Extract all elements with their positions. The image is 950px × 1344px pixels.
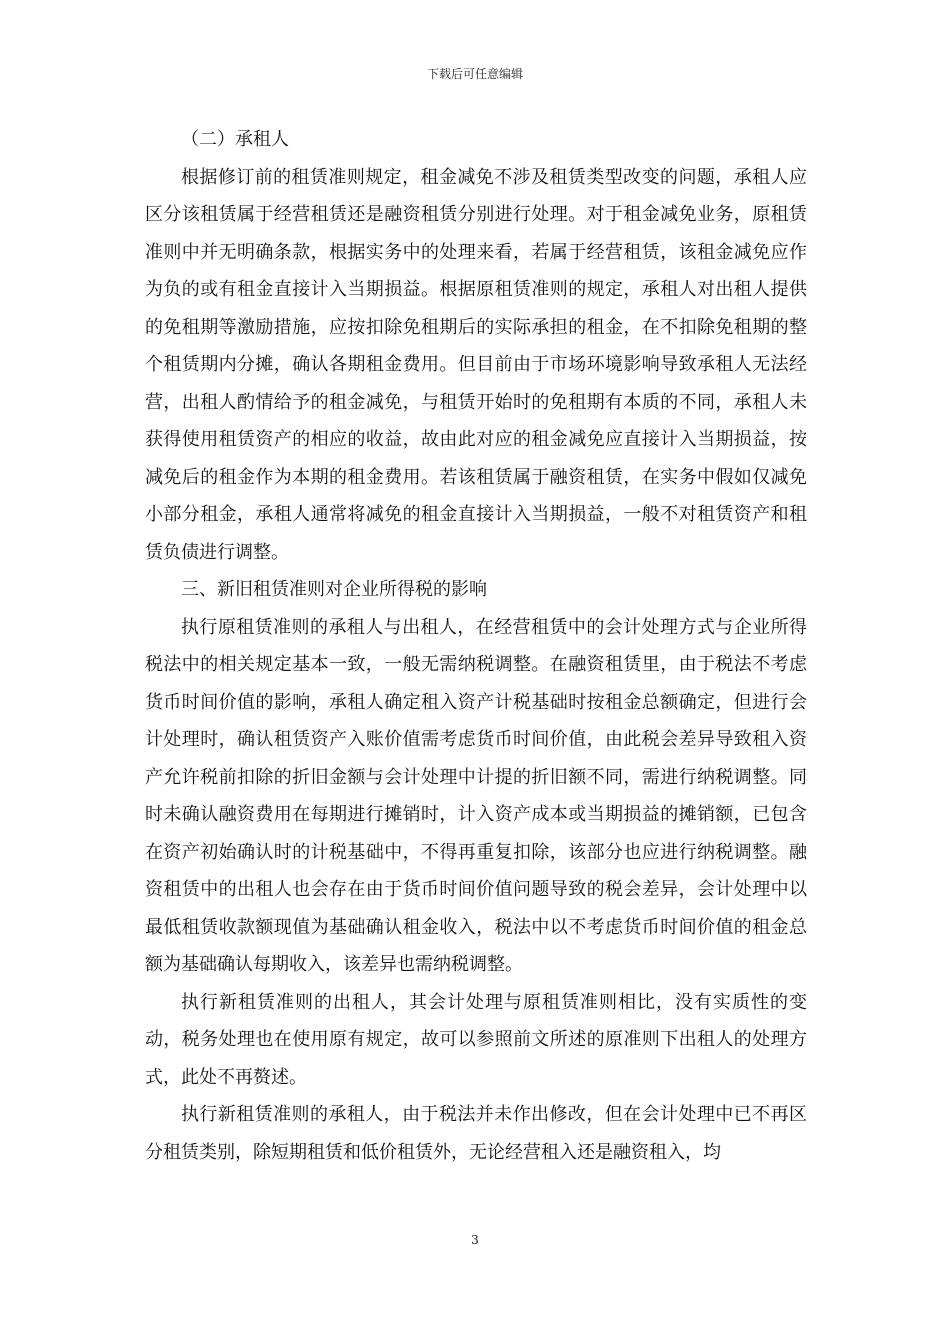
paragraph-old-standard-tax: 执行原租赁准则的承租人与出租人，在经营租赁中的会计处理方式与企业所得税法中的相关规定基本一致，一般无需纳税调整。在融资租赁里，由于税法不考虑货币时间价值的影响，承租人确定租入资产计税基础时按租金总额确定，但进行会计处理时，确认租赁资产入账价值需考虑货币时间价值，由此税会差异导致租入资产允许税前扣除的折旧金额与会计处理中计提的折旧额不同，需进行纳税调整。同时未确认融资费用在每期进行摊销时，计入资产成本或当期损益的摊销额，已包含在资产初始确认时的计税基础中，不得再重复扣除，该部分也应进行纳税调整。融资租赁中的出租人也会存在由于货币时间价值问题导致的税会差异，会计处理中以最低租赁收款额现值为基础确认租金收入，税法中以不考虑货币时间价值的租金总额为基础确认每期收入，该差异也需纳税调整。 bbox=[145, 616, 807, 975]
section-heading-income-tax-impact: 三、新旧租赁准则对企业所得税的影响 bbox=[181, 579, 487, 600]
paragraph-lessee-rent-reduction: 根据修订前的租赁准则规定，租金减免不涉及租赁类型改变的问题，承租人应区分该租赁属于经营租赁还是融资租赁分别进行处理。对于租金减免业务，原租赁准则中并无明确条款，根据实务中的处理来看，若属于经营租赁，该租金减免应作为负的或有租金直接计入当期损益。根据原租赁准则的规定，承租人对出租人提供的免租期等激励措施，应按扣除免租期后的实际承担的租金，在不扣除免租期的整个租赁期内分摊，确认各期租金费用。但目前由于市场环境影响导致承租人无法经营，出租人酌情给予的租金减免，与租赁开始时的免租期有本质的不同，承租人未获得使用租赁资产的相应的收益，故由此对应的租金减免应直接计入当期损益，按减免后的租金作为本期的租金费用。若该租赁属于融资租赁，在实务中假如仅减免小部分租金，承租人通常将减免的租金直接计入当期损益，一般不对租赁资产和租赁负债进行调整。 bbox=[145, 166, 807, 563]
paragraph-new-standard-lessor: 执行新租赁准则的出租人，其会计处理与原租赁准则相比，没有实质性的变动，税务处理也在使用原有规定，故可以参照前文所述的原准则下出租人的处理方式，此处不再赘述。 bbox=[145, 991, 807, 1088]
page-header-note: 下载后可任意编辑 bbox=[426, 67, 523, 81]
document-body bbox=[145, 121, 807, 1171]
paragraph-new-standard-lessee: 执行新租赁准则的承租人，由于税法并未作出修改，但在会计处理中已不再区分租赁类别，除短期租赁和低价租赁外，无论经营租入还是融资租入，均 bbox=[145, 1104, 807, 1163]
page-number: 3 bbox=[471, 1233, 479, 1247]
section-heading-lessee: （二）承租人 bbox=[181, 129, 289, 150]
